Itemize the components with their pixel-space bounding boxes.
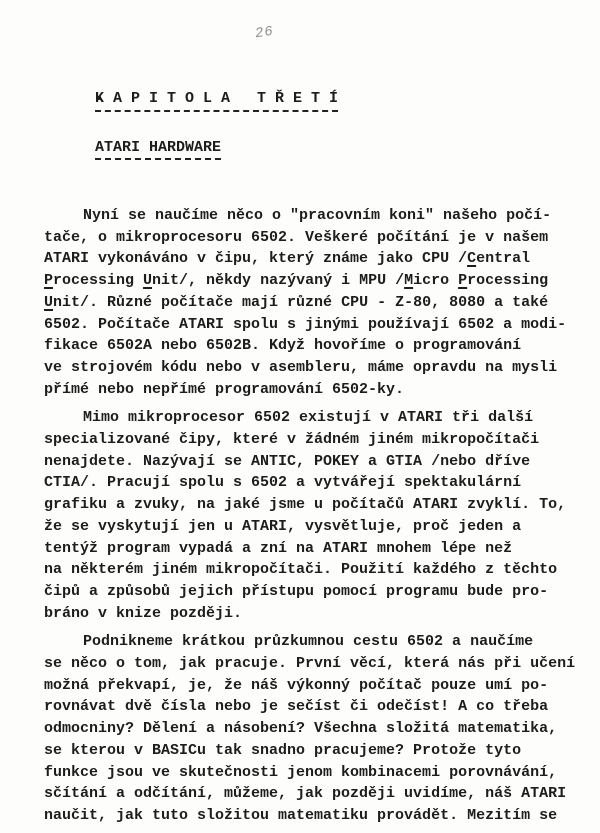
text-line: Mimo mikroprocesor 6502 existují v ATARI tři další: [83, 409, 534, 427]
text-line: ATARI vykonáváno v čipu, který známe jako CPU /Central: [44, 250, 531, 268]
text-line: přímé nebo nepřímé programování 6502-ky.: [44, 380, 405, 398]
text-line: ve strojovém kódu nebo v asembleru, máme opravdu na mysli: [44, 358, 558, 376]
underlined-letter: C: [467, 250, 477, 268]
text-line: možná překvapí, je, že náš výkonný počítač pouze umí po-: [44, 676, 549, 694]
paragraph: [44, 205, 580, 400]
text-line: specializované čipy, které v žádném jiném mikropočítači: [44, 431, 540, 449]
section-title: ATARI HARDWARE: [95, 139, 221, 160]
text-line: se kterou v BASICu tak snadno pracujeme? Protože tyto: [44, 741, 522, 759]
text-line: bráno v knize později.: [44, 604, 243, 622]
text-line: Podnikneme krátkou průzkumnou cestu 6502 a naučíme: [83, 633, 534, 651]
text-line: grafiku a zvuky, na jaké jsme u počítačů ATARI zvyklí. To,: [44, 496, 567, 514]
text-line: odmocniny? Dělení a násobení? Všechna složitá matematika,: [44, 720, 558, 738]
text-line: fikace 6502A nebo 6502B. Když hovoříme o programování: [44, 337, 522, 355]
underlined-letter: M: [404, 272, 414, 290]
text-line: tentýž program vypadá a zní na ATARI mnohem lépe než: [44, 539, 513, 557]
text-line: na některém jiném mikropočítači. Použití každého z těchto: [44, 561, 558, 579]
text-line: naučit, jak tuto složitou matematiku provádět. Mezitím se: [44, 806, 558, 824]
page-number: 26: [254, 23, 275, 43]
chapter-title: K A P I T O L A T Ř E T Í: [95, 90, 338, 112]
paragraph: [44, 631, 580, 826]
text-line: rovnávat dvě čísla nebo je sečíst či odečíst! A co třeba: [44, 698, 549, 716]
text-line: se něco o tom, jak pracuje. První věcí, která nás při učení: [44, 655, 576, 673]
underlined-letter: U: [44, 293, 54, 311]
text-line: tače, o mikroprocesoru 6502. Veškeré počítání je v našem: [44, 228, 549, 246]
underlined-letter: U: [143, 272, 153, 290]
body-text: [44, 205, 580, 833]
text-line: funkce jsou ve skutečnosti jenom kombinacemi porovnávání,: [44, 763, 558, 781]
text-line: nenajdete. Nazývají se ANTIC, POKEY a GTIA /nebo dříve: [44, 452, 531, 470]
underlined-letter: P: [44, 272, 54, 290]
text-line: sčítání a odčítání, můžeme, jak později uvidíme, náš ATARI: [44, 785, 567, 803]
text-line: čipů a způsobů jejich přístupu pomocí programu bude pro-: [44, 582, 549, 600]
text-line: 6502. Počítače ATARI spolu s jinými používají 6502 a modi-: [44, 315, 567, 333]
text-line: že se vyskytují jen u ATARI, vysvětluje, proč jeden a: [44, 517, 522, 535]
text-line: Nyní se naučíme něco o "pracovním koni" našeho počí-: [83, 207, 552, 224]
text-line: Processing Unit/, někdy nazývaný i MPU /Micro Processing: [44, 272, 549, 290]
underlined-letter: P: [458, 272, 468, 290]
text-line: Unit/. Různé počítače mají různé CPU - Z-80, 8080 a také: [44, 293, 549, 311]
text-line: CTIA/. Pracují spolu s 6502 a vytvářejí spektakulární: [44, 474, 522, 492]
paragraph: [44, 407, 580, 624]
